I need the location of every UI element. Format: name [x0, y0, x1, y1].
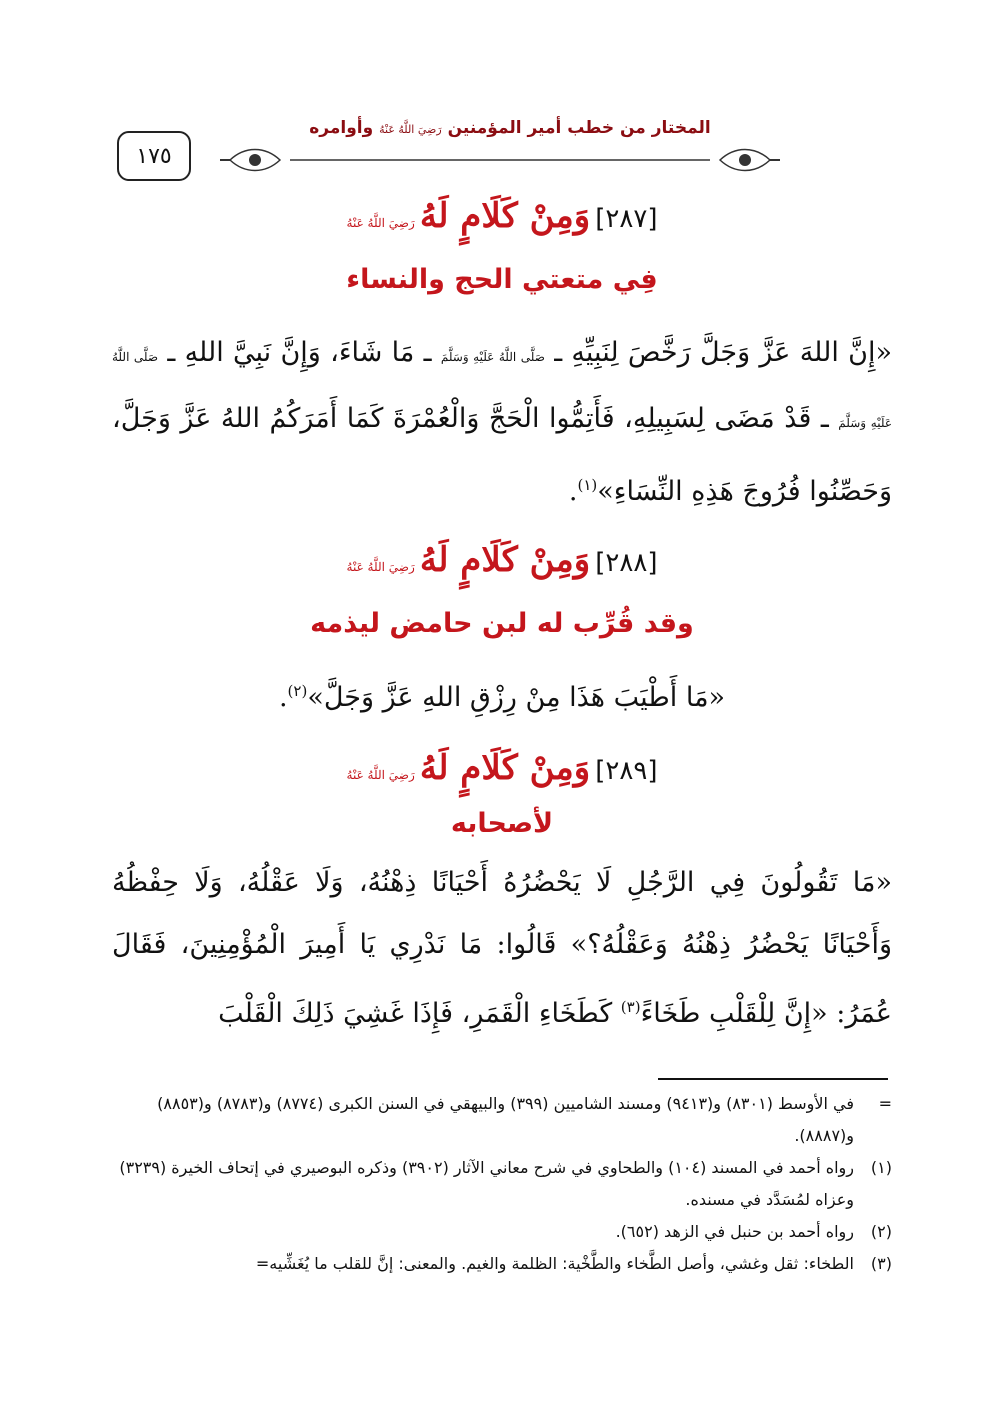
- text-end: .: [568, 476, 578, 507]
- section-heading-288: [100, 540, 904, 580]
- section-kalam: وَمِنْ كَلَامٍ لَهُ: [419, 540, 591, 580]
- section-kalam: وَمِنْ كَلَامٍ لَهُ: [419, 748, 591, 788]
- footnotes: [112, 1088, 892, 1280]
- section-text-288: [112, 660, 892, 729]
- footnote-item: [112, 1248, 892, 1280]
- footnote-text: الطخاء: ثقل وغشي، وأصل الطَّخاء والطَّخْية: الظلمة والغيم. والمعنى: إنَّ للقلب ما يُغَشِّيه=: [255, 1254, 854, 1273]
- section-subtitle-289: لأصحابه: [450, 808, 554, 839]
- footnote-mark: (١): [870, 1158, 892, 1177]
- salawat: صَلَّى اللَّهُ عَلَيْهِ وَسَلَّمَ: [440, 350, 545, 364]
- section-text-289: [112, 852, 892, 1045]
- footnote-item: [112, 1088, 892, 1152]
- right-ornament-icon: [720, 150, 780, 171]
- section-heading-289: [100, 748, 904, 788]
- footnote-mark: (٢): [870, 1222, 892, 1241]
- section-text-287: [112, 322, 892, 523]
- running-title: [300, 118, 720, 138]
- footnote-text: رواه أحمد في المسند (١٠٤) والطحاوي في شرح معاني الآثار (٣٩٠٢) وذكره البوصيري في إتحاف الخيرة (٣٢٣٩) وعزاه لمُسَدَّد في مسنده.: [119, 1158, 854, 1209]
- text-segment: ـ قَدْ مَضَى لِسَبِيلِهِ، فَأَتِمُّوا الْحَجَّ وَالْعُمْرَةَ كَمَا أَمَرَكُمُ اللهُ عَزَّ وَجَلَّ، وَحَصِّنُوا فُرُوجَ هَذِهِ النِّسَاءِ»: [112, 403, 892, 507]
- header-ornament: [220, 138, 780, 178]
- footnote-item: [112, 1216, 892, 1248]
- section-subtitle-287: فِي متعتي الحج والنساء: [346, 264, 658, 295]
- text-segment: «مَا تَقُولُونَ فِي الرَّجُلِ لَا يَحْضُرُهُ أَحْيَانًا ذِهْنُهُ، وَلَا عَقْلُهُ، وَلَا حِفْظُهُ وَأَحْيَانًا يَحْضُرُ ذِهْنُهُ وَعَقْلُهُ؟» قَالُوا: مَا نَدْرِي يَا أَمِيرَ الْمُؤْمِنِينَ، فَقَالَ عُمَرُ: «إِنَّ لِلْقَلْبِ طَخَاءً: [112, 867, 892, 1029]
- text-segment: «إِنَّ اللهَ عَزَّ وَجَلَّ رَخَّصَ لِنَبِيِّهِ ـ: [554, 337, 892, 368]
- section-number: [٢٨٧]: [595, 204, 658, 234]
- section-honor: رَضِيَ اللَّهُ عَنْهُ: [346, 216, 415, 230]
- running-title-text: المختار من خطب أمير المؤمنين: [447, 118, 711, 138]
- footnote-separator: [658, 1078, 888, 1080]
- running-title-honor: رَضِيَ اللَّهُ عَنْهُ: [379, 123, 442, 136]
- salawat: صَلَّى اللَّهُ عَلَيْهِ وَسَلَّمَ: [112, 350, 892, 430]
- section-number: [٢٨٨]: [595, 548, 658, 578]
- section-honor: رَضِيَ اللَّهُ عَنْهُ: [346, 560, 415, 574]
- footnote-ref: (٢): [287, 682, 308, 700]
- footnote-ref: (١): [577, 476, 598, 494]
- text-segment: «مَا أَطْيَبَ هَذَا مِنْ رِزْقِ اللهِ عَزَّ وَجَلَّ»: [307, 682, 726, 713]
- left-ornament-icon: [220, 150, 280, 171]
- section-number: [٢٨٩]: [595, 756, 658, 786]
- section-subtitle-288: وقد قُرِّب له لبن حامض ليذمه: [310, 608, 694, 639]
- footnote-mark: (٣): [870, 1254, 892, 1273]
- footnote-mark: =: [878, 1094, 892, 1113]
- running-title-end: وأوامره: [309, 118, 374, 138]
- section-honor: رَضِيَ اللَّهُ عَنْهُ: [346, 768, 415, 782]
- text-segment: كَطَخَاءِ الْقَمَرِ، فَإِذَا غَشِيَ ذَلِكَ الْقَلْبَ: [218, 998, 613, 1029]
- section-heading-287: [100, 196, 904, 236]
- section-kalam: وَمِنْ كَلَامٍ لَهُ: [419, 196, 591, 236]
- text-segment: ـ مَا شَاءَ، وَإِنَّ نَبِيَّ اللهِ ـ: [167, 337, 432, 368]
- footnote-text: رواه أحمد بن حنبل في الزهد (٦٥٢).: [615, 1222, 854, 1241]
- text-end: .: [278, 682, 288, 713]
- footnote-item: [112, 1152, 892, 1216]
- page-number: ١٧٥: [117, 131, 191, 181]
- footnote-text: في الأوسط (٨٣٠١) و(٩٤١٣) ومسند الشاميين (٣٩٩) والبيهقي في السنن الكبرى (٨٧٧٤) و(٨٧٨٣) و(٨٨٥٣) و(٨٨٨٧).: [157, 1094, 854, 1145]
- footnote-ref: (٣): [620, 998, 641, 1016]
